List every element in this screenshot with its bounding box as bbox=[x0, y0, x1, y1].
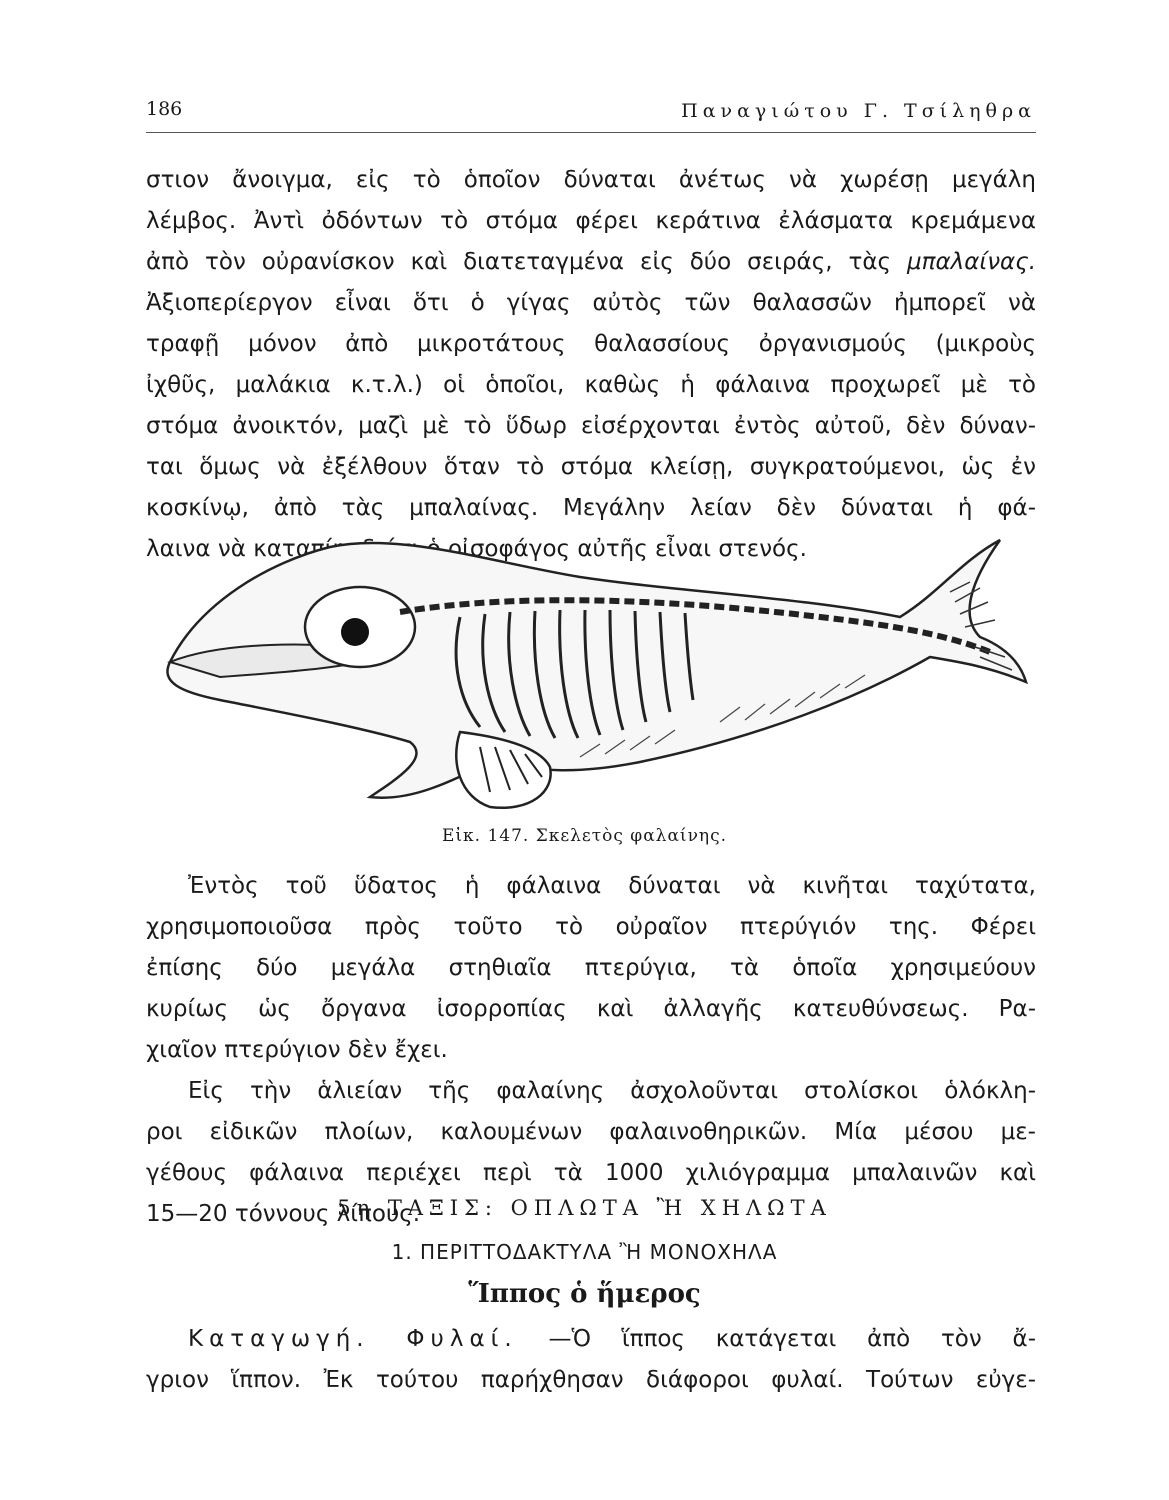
whale-eye-socket bbox=[341, 618, 369, 646]
text-line: χρησιμοποιοῦσα πρὸς τοῦτο τὸ οὐραῖον πτερύγιόν της. Φέρει bbox=[146, 914, 1036, 940]
text-line: ἰχθῦς, μαλάκια κ.τ.λ.) οἱ ὁποῖοι, καθὼς ἡ φάλαινα προχωρεῖ μὲ τὸ bbox=[146, 372, 1036, 398]
whale-skeleton-illustration bbox=[160, 522, 1040, 817]
text-line: στιον ἄνοιγμα, εἰς τὸ ὁποῖον δύναται ἀνέτως νὰ χωρέσῃ μεγάλη bbox=[146, 167, 1036, 193]
text-line: τραφῇ μόνον ἀπὸ μικροτάτους θαλασσίους ὀργανισμούς (μικροὺς bbox=[146, 331, 1036, 357]
text-line bbox=[146, 1319, 1036, 1360]
text-line: λέμβος. Ἀντὶ ὀδόντων τὸ στόμα φέρει κεράτινα ἐλάσματα κρεμάμενα bbox=[146, 208, 1036, 234]
text-line: λαινα νὰ καταπίῃ, διότι ὁ οἰσοφάγος αὐτῆς εἶναι στενός. bbox=[146, 536, 807, 562]
text-line: ἐπίσης δύο μεγάλα στηθιαῖα πτερύγια, τὰ ὁποῖα χρησιμεύουν bbox=[146, 955, 1036, 981]
text-line: Ἀξιοπερίεργον εἶναι ὅτι ὁ γίγας αὐτὸς τῶν θαλασσῶν ἠμπορεῖ νὰ bbox=[146, 290, 1036, 316]
text-line-segment: —Ὁ ἵππος κατάγεται ἀπὸ τὸν ἄ- bbox=[548, 1326, 1036, 1352]
family-heading: 1. ΠΕΡΙΤΤΟΔΑΚΤΥΛΑ Ἢ ΜΟΝΟΧΗΛΑ bbox=[391, 1240, 778, 1264]
paragraph-horse-origin bbox=[146, 1319, 1036, 1401]
text-line: Εἰς τὴν ἁλιείαν τῆς φαλαίνης ἀσχολοῦνται στολίσκοι ὁλόκλη- bbox=[188, 1078, 1036, 1104]
text-line: κοσκίνῳ, ἀπὸ τὰς μπαλαίνας. Μεγάλην λείαν δὲν δύναται ἡ φά- bbox=[146, 495, 1036, 521]
text-line: γριον ἵππον. Ἐκ τούτου παρήχθησαν διάφοροι φυλαί. Τούτων εὐγε- bbox=[146, 1367, 1036, 1393]
text-line: χιαῖον πτερύγιον δὲν ἔχει. bbox=[146, 1037, 448, 1063]
text-line: στόμα ἀνοικτόν, μαζὶ μὲ τὸ ὕδωρ εἰσέρχονται ἐντὸς αὐτοῦ, δὲν δύναν- bbox=[146, 413, 1036, 439]
text-line: γέθους φάλαινα περιέχει περὶ τὰ 1000 χιλιόγραμμα μπαλαινῶν καὶ bbox=[146, 1160, 1036, 1186]
italic-term: μπαλαίνας. bbox=[907, 249, 1036, 275]
figure-caption: Εἰκ. 147. Σκελετὸς φαλαίνης. bbox=[441, 826, 728, 846]
text-line: Ἐντὸς τοῦ ὕδατος ἡ φάλαινα δύναται νὰ κινῆται ταχύτατα, bbox=[188, 873, 1036, 899]
running-head bbox=[146, 98, 1036, 133]
text-line: 15—20 τόννους λίπους. bbox=[146, 1201, 421, 1227]
paragraph-baleen bbox=[146, 160, 1036, 570]
text-line: κυρίως ὡς ὄργανα ἰσορροπίας καὶ ἀλλαγῆς κατευθύνσεως. Ρα- bbox=[146, 996, 1036, 1022]
lead-in: Καταγωγή. Φυλαί. bbox=[188, 1326, 518, 1352]
text-line bbox=[146, 242, 1036, 283]
text-line-segment: ἀπὸ τὸν οὐρανίσκον καὶ διατεταγμένα εἰς δύο σειράς, τὰς bbox=[146, 249, 892, 275]
text-line: ται ὅμως νὰ ἐξέλθουν ὅταν τὸ στόμα κλείσῃ, συγκρατούμενοι, ὡς ἐν bbox=[146, 454, 1036, 480]
running-title: Παναγιώτου Γ. Τσίληθρα bbox=[681, 100, 1036, 122]
whale-skeleton-figure bbox=[160, 522, 1040, 817]
species-heading: Ἵππος ὁ ἥμερος bbox=[468, 1279, 701, 1309]
page-number: 186 bbox=[146, 98, 183, 120]
paragraph-swimming bbox=[146, 866, 1036, 1071]
text-line: ροι εἰδικῶν πλοίων, καλουμένων φαλαινοθηρικῶν. Μία μέσου με- bbox=[146, 1119, 1036, 1145]
order-heading: 5η ΤΑΞΙΣ: ΟΠΛΩΤΑ Ἢ ΧΗΛΩΤΑ bbox=[337, 1196, 832, 1220]
